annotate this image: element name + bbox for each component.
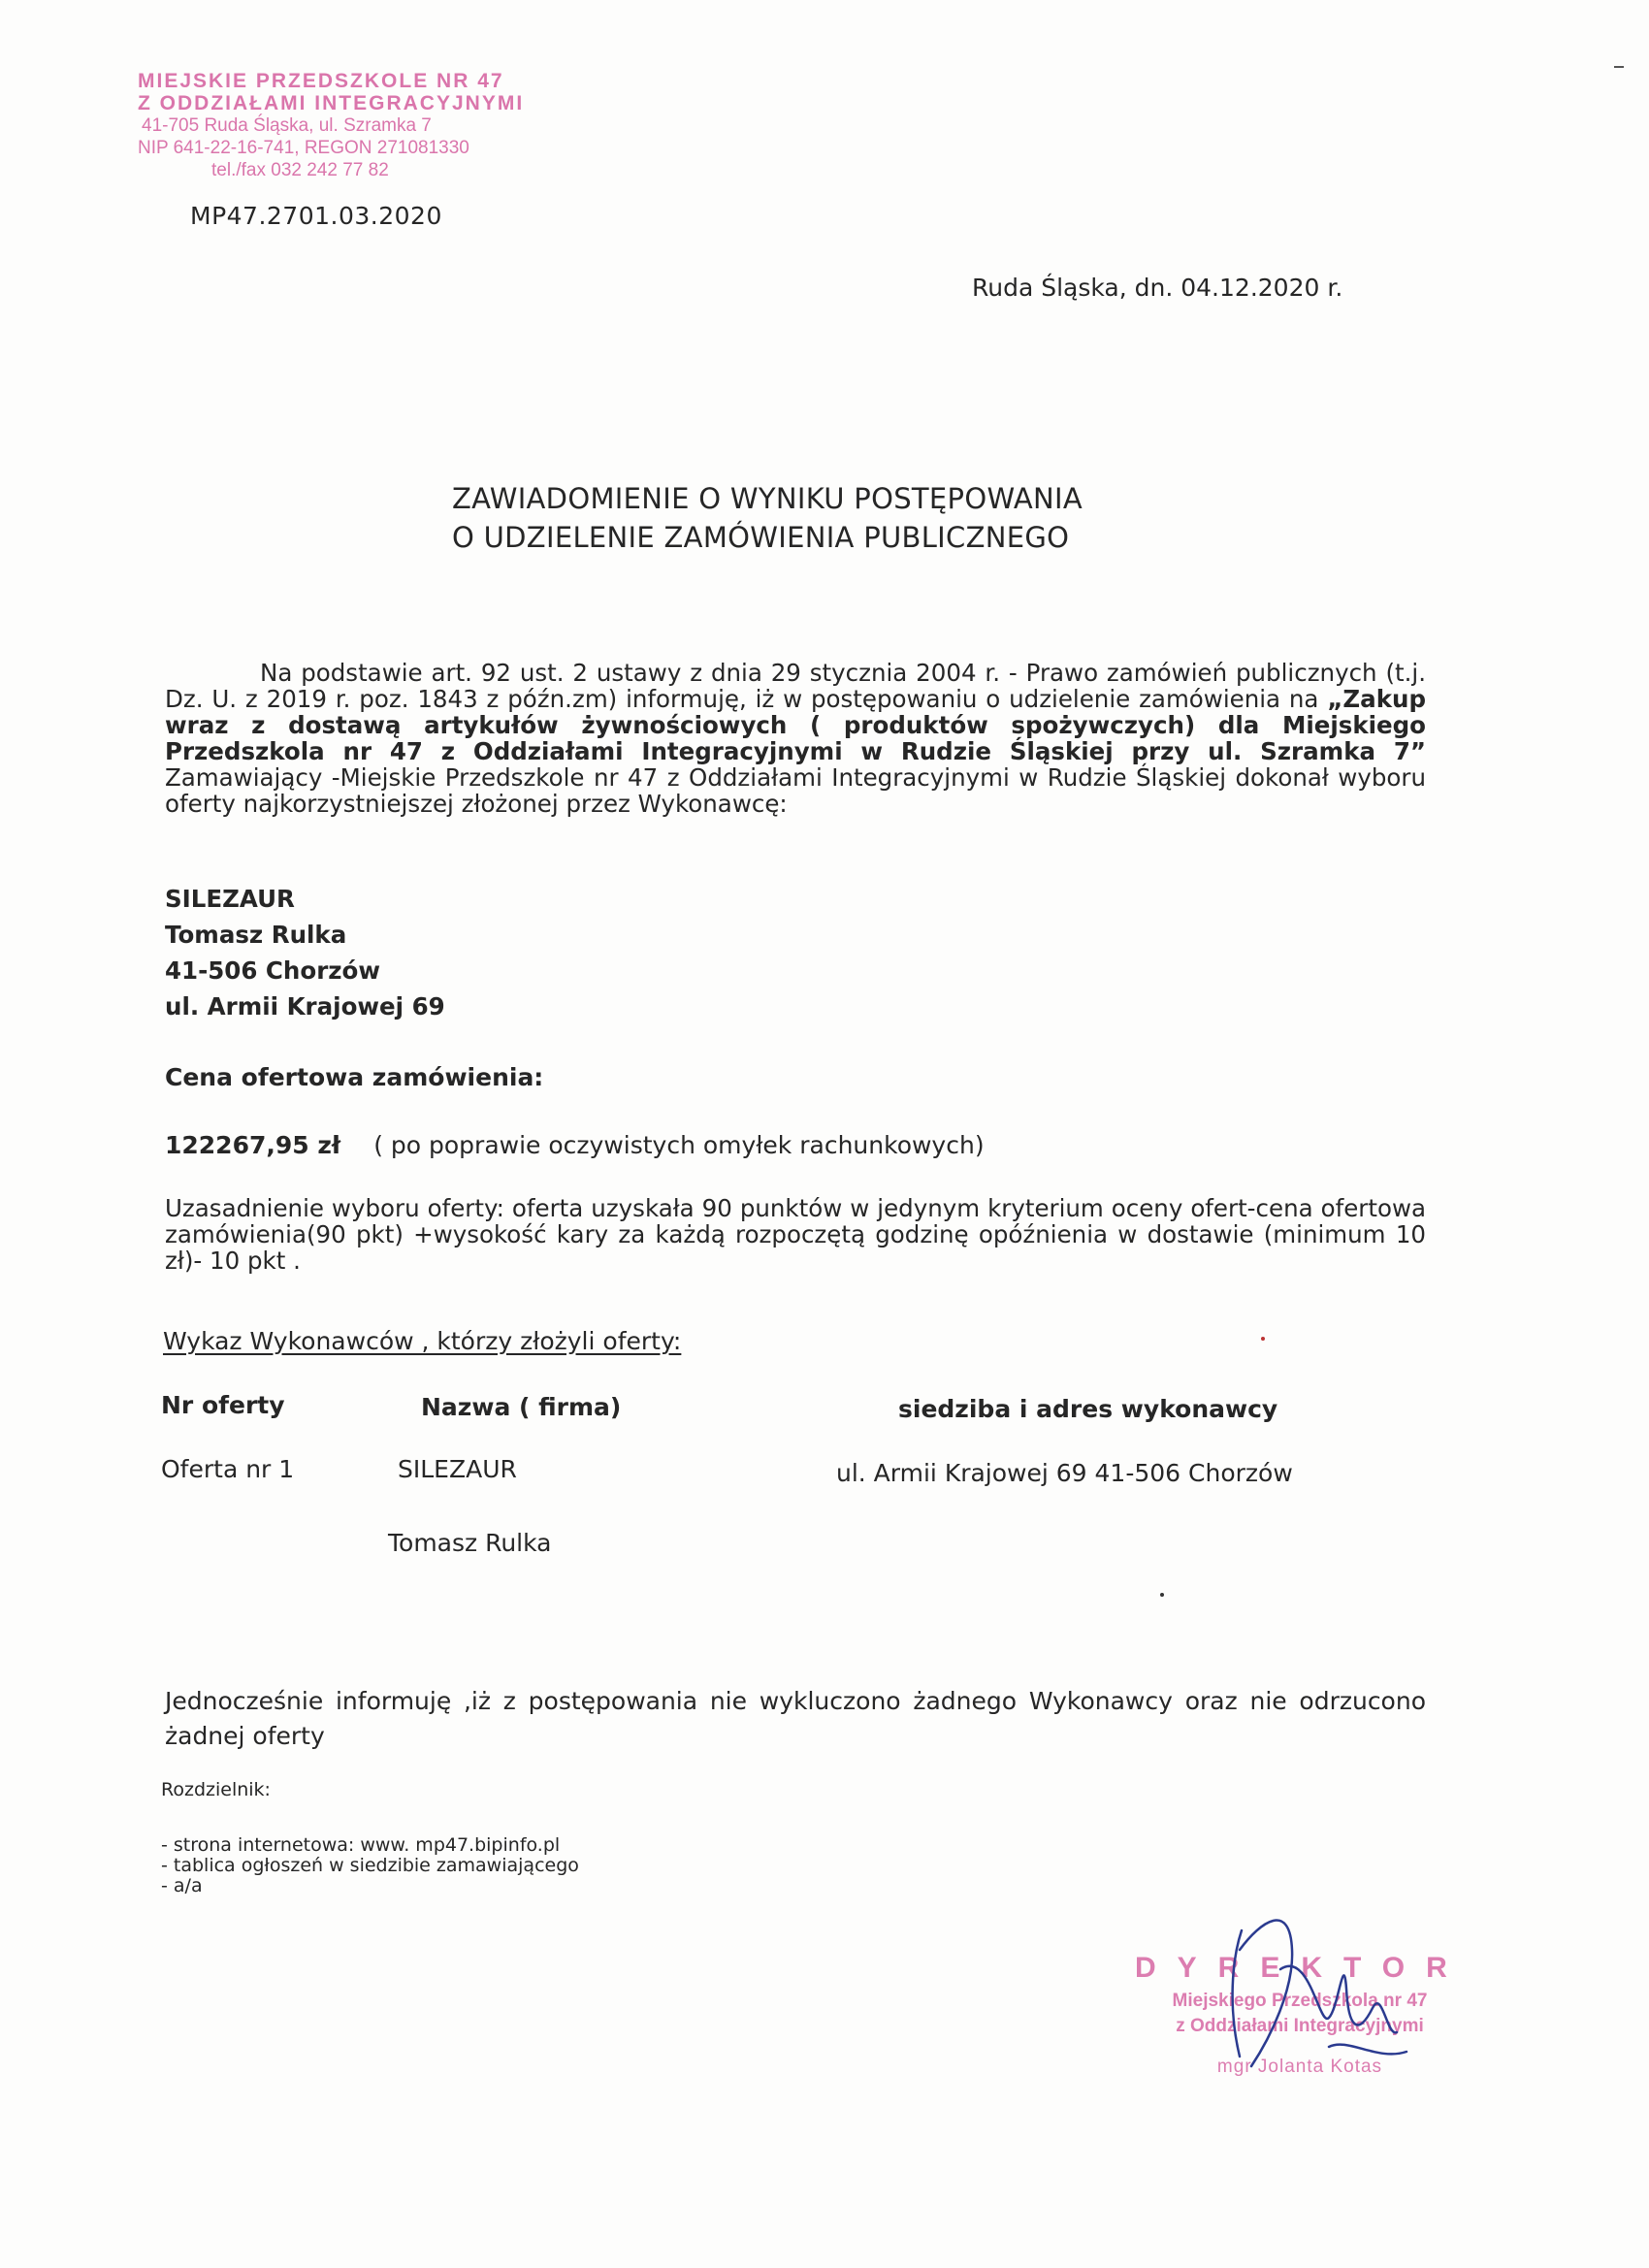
scan-mark (1614, 66, 1624, 68)
final-statement: Jednocześnie informuję ,iż z postępowania nie wykluczono żadnego Wykonawcy oraz nie odrzucono żadnej oferty (165, 1687, 1426, 1750)
title-line-1: ZAWIADOMIENIE O WYNIKU POSTĘPOWANIA (452, 482, 1083, 515)
document-title (452, 479, 1083, 557)
scan-speck (1261, 1337, 1265, 1341)
offer-company-cell: SILEZAUR (398, 1455, 517, 1483)
column-header-offer-number: Nr oferty (161, 1391, 285, 1419)
price-label: Cena ofertowa zamówienia: (165, 1063, 544, 1091)
distribution-item: - strona internetowa: www. mp47.bipinfo.pl (161, 1834, 561, 1856)
institution-stamp (138, 70, 525, 181)
offer-company-cell-line2: Tomasz Rulka (388, 1529, 552, 1557)
offers-list-heading: Wykaz Wykonawców , którzy złożyli oferty: (163, 1327, 682, 1355)
offer-address-cell: ul. Armii Krajowej 69 41-506 Chorzów (836, 1459, 1293, 1487)
winner-street: ul. Armii Krajowej 69 (165, 992, 445, 1021)
director-stamp-name: mgr Jolanta Kotas (1216, 2057, 1383, 2077)
reference-number: MP47.2701.03.2020 (190, 202, 442, 230)
column-header-address: siedziba i adres wykonawcy (898, 1395, 1278, 1423)
winner-postal-city: 41-506 Chorzów (165, 956, 380, 985)
stamp-line: MIEJSKIE PRZEDSZKOLE NR 47 (138, 70, 504, 92)
intro-paragraph (165, 660, 1426, 817)
stamp-line: NIP 641-22-16-741, REGON 271081330 (138, 138, 469, 158)
stamp-line: 41-705 Ruda Śląska, ul. Szramka 7 (142, 115, 432, 136)
stamp-line: tel./fax 032 242 77 82 (211, 160, 389, 180)
director-stamp-line: Miejskiego Przedszkola nr 47 (1172, 1991, 1428, 2011)
distribution-list (161, 1835, 579, 1896)
director-stamp-title: DYREKTOR (1135, 1952, 1469, 1984)
stamp-line: Z ODDZIAŁAMI INTEGRACYJNYMI (138, 92, 525, 114)
intro-text-end: Zamawiający -Miejskie Przedszkole nr 47 z Oddziałami Integracyjnymi w Rudzie Śląskiej dokonał wyboru oferty najkorzystniejszej złożonej przez Wykonawcę: (165, 763, 1426, 818)
price-note: ( po poprawie oczywistych omyłek rachunkowych) (373, 1131, 985, 1159)
intro-text: Na podstawie art. 92 ust. 2 ustawy z dnia 29 stycznia 2004 r. - Prawo zamówień publicznych (t.j. Dz. U. z 2019 r. poz. 1843 z późn.zm) informuję, iż w postępowaniu o udzielenie zamówienia na (165, 659, 1426, 713)
place-and-date: Ruda Śląska, dn. 04.12.2020 r. (972, 274, 1343, 302)
winner-person: Tomasz Rulka (165, 921, 347, 949)
title-line-2: O UDZIELENIE ZAMÓWIENIA PUBLICZNEGO (452, 521, 1070, 554)
price-line (165, 1131, 985, 1159)
price-amount: 122267,95 zł (165, 1131, 341, 1159)
director-stamp-line: z Oddziałami Integracyjnymi (1176, 2016, 1424, 2036)
winner-block (165, 881, 445, 1024)
scan-speck (1160, 1593, 1164, 1597)
order-subject: „Zakup wraz z dostawą artykułów żywnościowych ( produktów spożywczych) dla Miejskiego Przedszkola nr 47 z Oddziałami Integracyjnymi w Rudzie Śląskiej przy ul. Szramka 7” (165, 685, 1426, 765)
handwritten-signature (1183, 1892, 1436, 2086)
distribution-item: - tablica ogłoszeń w siedzibie zamawiającego (161, 1855, 579, 1876)
distribution-item: - a/a (161, 1875, 203, 1896)
column-header-company-name: Nazwa ( firma) (421, 1393, 622, 1421)
winner-name: SILEZAUR (165, 885, 295, 913)
justification-paragraph: Uzasadnienie wyboru oferty: oferta uzyskała 90 punktów w jedynym kryterium oceny ofert-cena ofertowa zamówienia(90 pkt) +wysokość kary za każdą rozpoczętą godzinę opóźnienia w dostawie (minimum 10 zł)- 10 pkt . (165, 1194, 1426, 1275)
distribution-label: Rozdzielnik: (161, 1779, 271, 1800)
offer-number-cell: Oferta nr 1 (161, 1455, 295, 1483)
